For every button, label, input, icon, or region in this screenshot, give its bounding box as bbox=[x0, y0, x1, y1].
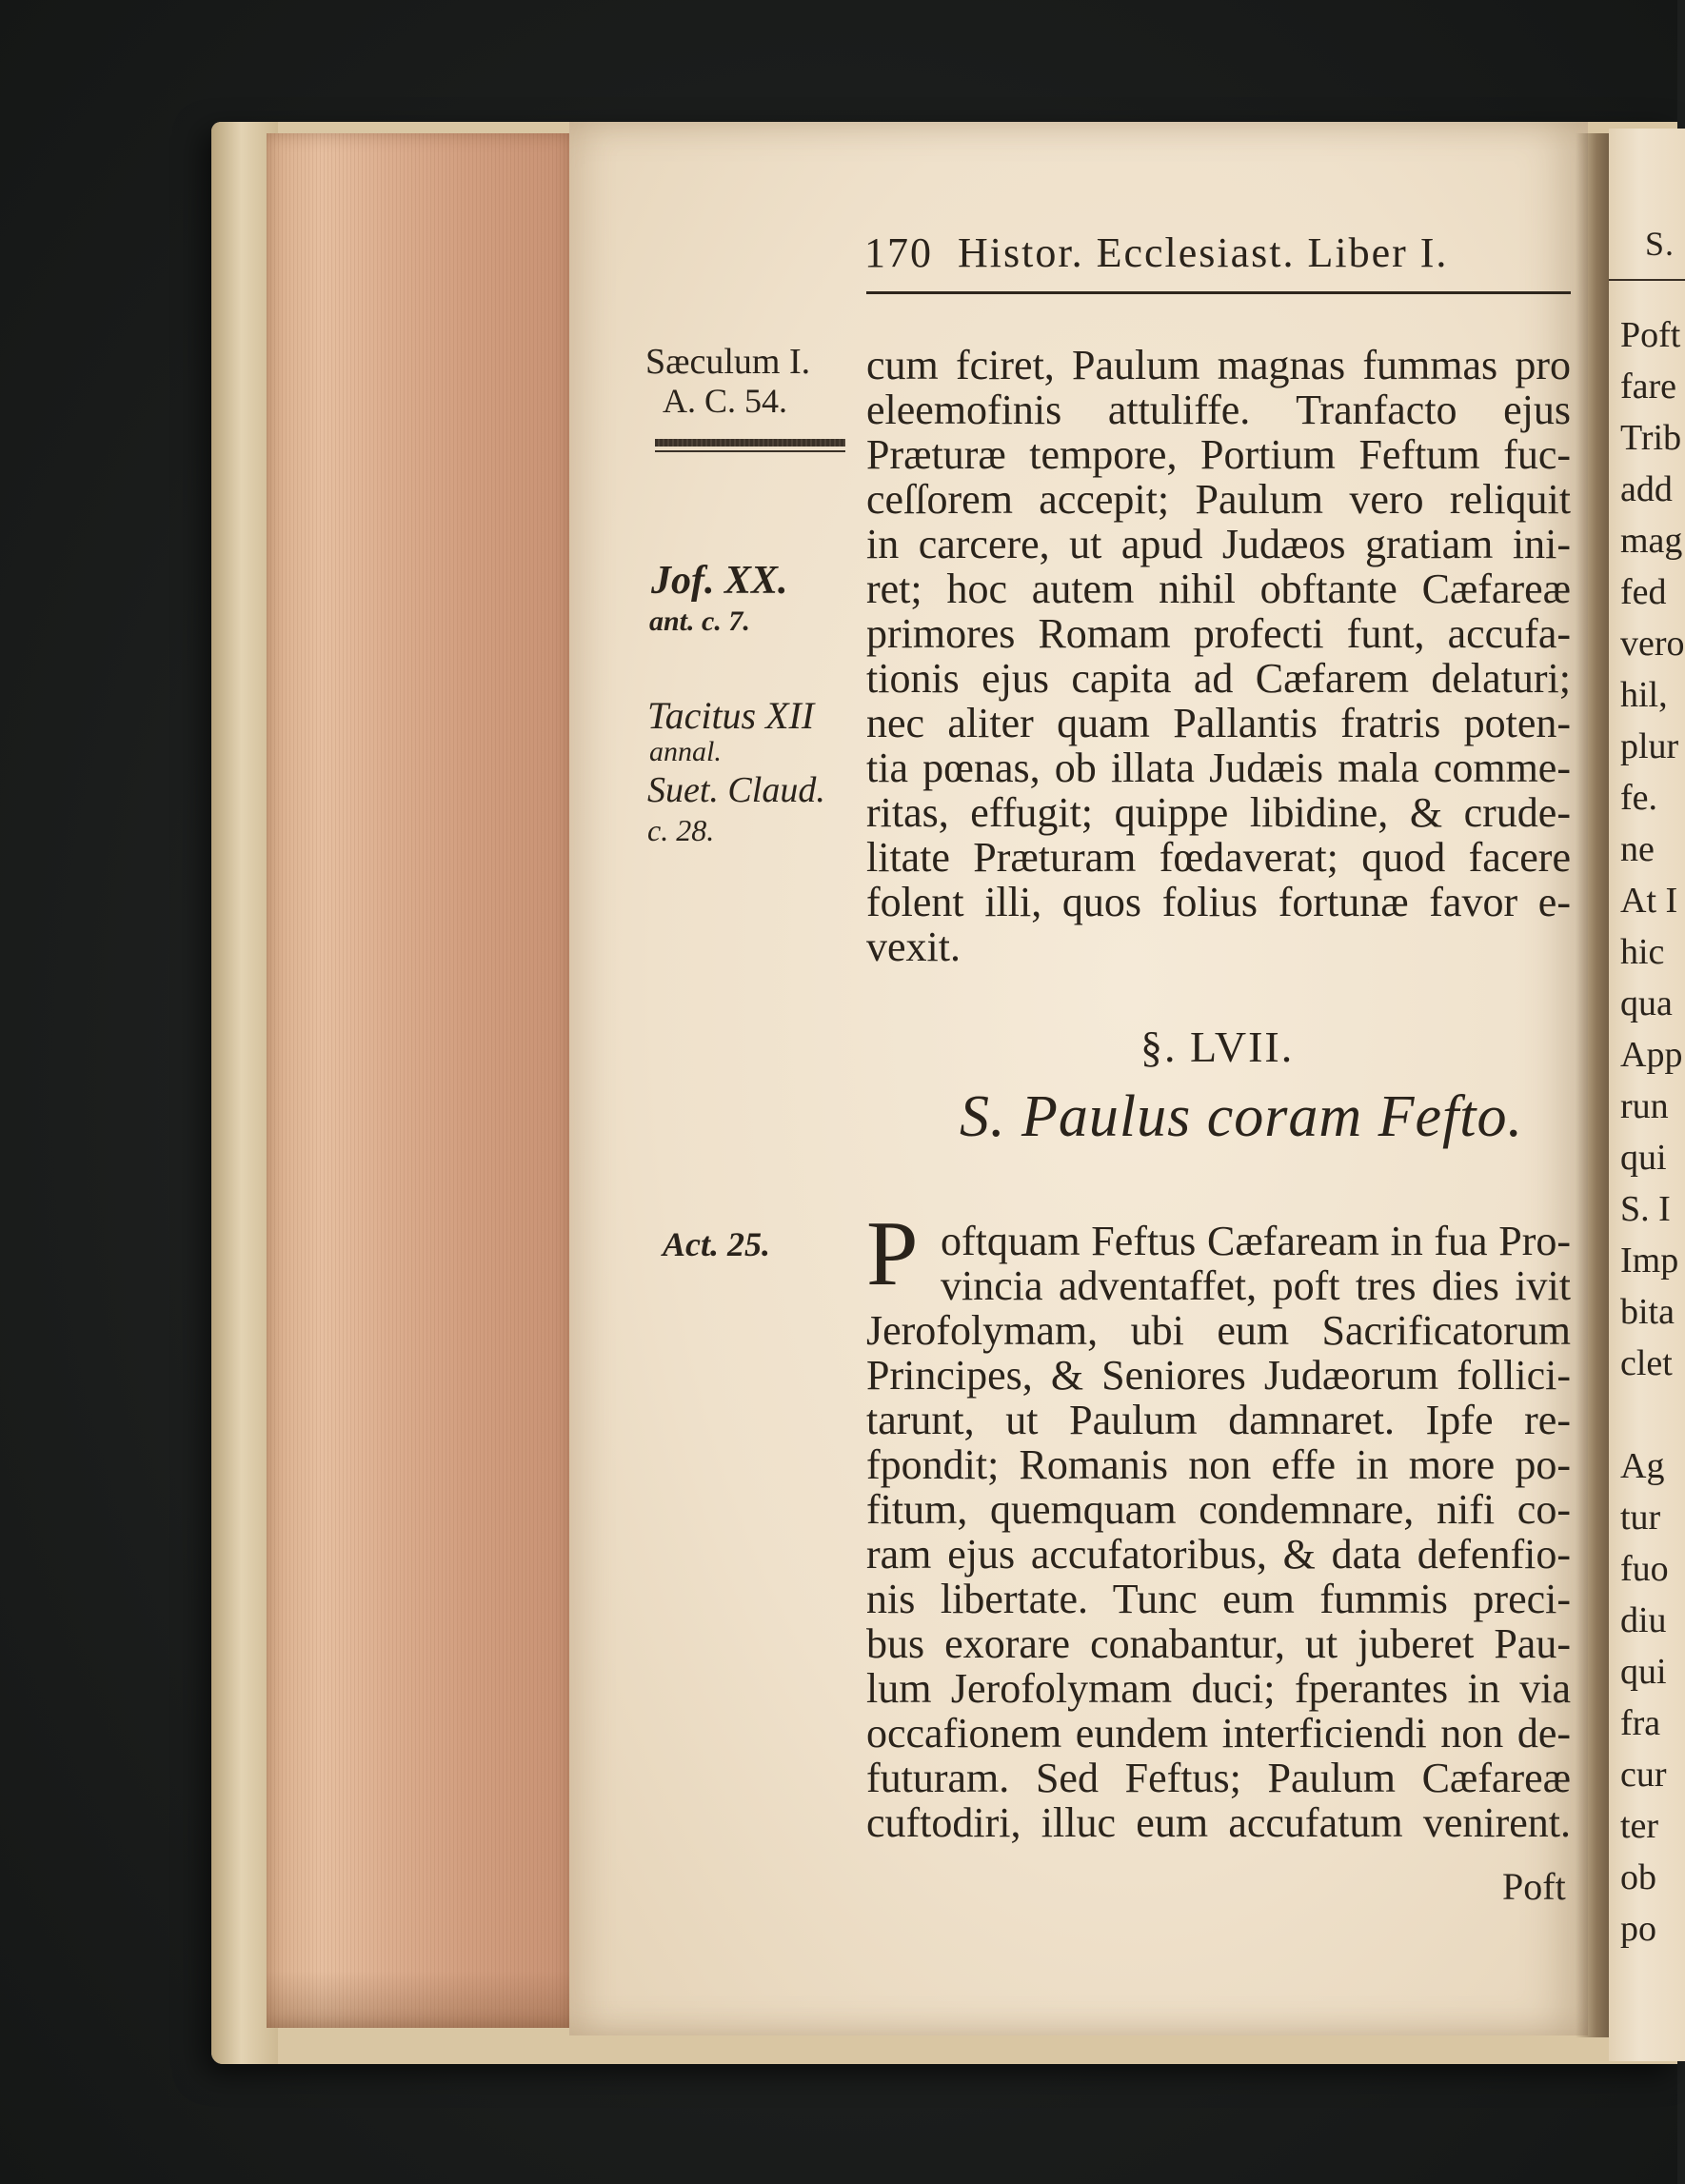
facing-text-fragment: hil, bbox=[1620, 675, 1668, 715]
gutter-shadow bbox=[1576, 133, 1614, 2037]
text-line: nec aliter quam Pallantis fratris poten- bbox=[866, 700, 1571, 746]
facing-text-fragment: fra bbox=[1620, 1703, 1661, 1743]
paragraph-2-indented bbox=[941, 1219, 1571, 1308]
facing-text-fragment: qua bbox=[1620, 983, 1673, 1023]
text-line: Præturæ tempore, Portium Feftum fuc- bbox=[866, 431, 1571, 478]
text-line: primores Romam profecti funt, accufa- bbox=[866, 610, 1571, 657]
margin-ornament-bar bbox=[655, 439, 845, 447]
paragraph-2 bbox=[866, 1308, 1571, 1845]
facing-text-fragment: fed bbox=[1620, 572, 1667, 612]
running-header bbox=[864, 228, 1448, 277]
catchword: Poft bbox=[1502, 1865, 1566, 1908]
facing-running-head: S. bbox=[1645, 225, 1675, 263]
facing-text-fragment: Trib bbox=[1620, 418, 1682, 458]
facing-text-fragment: vero bbox=[1620, 624, 1685, 664]
facing-text-fragment: fuo bbox=[1620, 1549, 1669, 1589]
facing-text-fragment: cur bbox=[1620, 1755, 1667, 1795]
text-line: tia pœnas, ob illata Judæis mala comme- bbox=[866, 745, 1571, 791]
facing-text-fragment: add bbox=[1620, 469, 1673, 509]
text-line: Principes, & Seniores Judæorum follici- bbox=[866, 1352, 1571, 1399]
text-line: oftquam Feftus Cæfaream in fua Pro- bbox=[941, 1218, 1571, 1264]
text-line: vexit. bbox=[866, 923, 961, 970]
facing-text-fragment: hic bbox=[1620, 932, 1665, 972]
text-line: occafionem eundem interficiendi non de- bbox=[866, 1710, 1571, 1757]
margin-note-year: A. C. 54. bbox=[663, 382, 788, 420]
text-line: ram ejus accufatoribus, & data defenfio- bbox=[866, 1531, 1571, 1578]
page-block-edge bbox=[267, 133, 571, 2028]
facing-header-rule bbox=[1609, 279, 1685, 281]
facing-page bbox=[1609, 129, 1685, 2061]
text-line: tarunt, ut Paulum damnaret. Ipfe re- bbox=[866, 1397, 1571, 1443]
facing-text-fragment: qui bbox=[1620, 1652, 1667, 1692]
margin-note-josephus-ref: ant. c. 7. bbox=[649, 606, 750, 637]
left-page bbox=[569, 122, 1588, 2035]
text-line: tionis ejus capita ad Cæfarem delaturi; bbox=[866, 655, 1571, 702]
facing-text-fragment: ne bbox=[1620, 829, 1655, 869]
facing-text-fragment: clet bbox=[1620, 1343, 1673, 1383]
facing-text-fragment: tur bbox=[1620, 1498, 1661, 1538]
facing-text-fragment: ob bbox=[1620, 1857, 1656, 1897]
text-line: ritas, effugit; quippe libidine, & crude- bbox=[866, 789, 1571, 836]
section-number: §. LVII. bbox=[1140, 1023, 1295, 1071]
drop-capital: P bbox=[866, 1202, 919, 1305]
facing-text-fragment: Imp bbox=[1620, 1241, 1679, 1281]
facing-text-fragment: ter bbox=[1620, 1806, 1659, 1846]
margin-note-suetonius: Suet. Claud. bbox=[647, 770, 825, 810]
margin-ornament-rule bbox=[655, 450, 845, 452]
facing-text-fragment: diu bbox=[1620, 1600, 1667, 1640]
header-rule bbox=[866, 291, 1571, 294]
text-line: cuftodiri, illuc eum accufatum venirent. bbox=[866, 1799, 1571, 1846]
facing-text-fragment: mag bbox=[1620, 521, 1683, 561]
text-line: eleemofinis attuliffe. Tranfacto ejus bbox=[866, 387, 1571, 433]
facing-text-fragment: App bbox=[1620, 1035, 1683, 1075]
text-line: fitum, quemquam condemnare, nifi co- bbox=[866, 1486, 1571, 1533]
facing-text-fragment: fare bbox=[1620, 367, 1677, 407]
margin-note-tacitus: Tacitus XII bbox=[647, 694, 815, 737]
text-line: nis libertate. Tunc eum fummis preci- bbox=[866, 1576, 1571, 1622]
text-line: vincia adventaffet, poft tres dies ivit bbox=[941, 1262, 1571, 1309]
margin-note-acts: Act. 25. bbox=[663, 1225, 770, 1263]
paragraph-1 bbox=[866, 343, 1571, 969]
margin-note-saeculum: Sæculum I. bbox=[645, 342, 811, 382]
text-line: bus exorare conabantur, ut juberet Pau- bbox=[866, 1620, 1571, 1667]
margin-note-tacitus-ref: annal. bbox=[649, 736, 722, 767]
facing-text-fragment: qui bbox=[1620, 1138, 1667, 1178]
page-number: 170 bbox=[864, 229, 933, 276]
facing-text-fragment: plur bbox=[1620, 726, 1679, 766]
facing-text-fragment: Ag bbox=[1620, 1446, 1665, 1486]
facing-text-fragment: At I bbox=[1620, 881, 1678, 921]
margin-note-suetonius-ref: c. 28. bbox=[647, 813, 715, 847]
section-title: S. Paulus coram Fefto. bbox=[960, 1084, 1523, 1149]
text-line: cum fciret, Paulum magnas fummas pro bbox=[866, 342, 1571, 388]
text-line: folent illi, quos folius fortunæ favor e- bbox=[866, 879, 1571, 925]
facing-text-fragment: bita bbox=[1620, 1292, 1675, 1332]
text-line: litate Præturam fœdaverat; quod facere bbox=[866, 834, 1571, 881]
text-line: lum Jerofolymam duci; fperantes in via bbox=[866, 1665, 1571, 1712]
text-line: Jerofolymam, ubi eum Sacrificatorum bbox=[866, 1307, 1571, 1354]
margin-note-josephus: Jof. XX. bbox=[651, 559, 788, 603]
running-head-title: Histor. Ecclesiast. Liber I. bbox=[958, 229, 1449, 276]
text-line: futuram. Sed Feftus; Paulum Cæfareæ bbox=[866, 1755, 1571, 1801]
facing-text-fragment: Poft bbox=[1620, 315, 1681, 355]
facing-text-fragment: run bbox=[1620, 1086, 1669, 1126]
facing-text-fragment: fe. bbox=[1620, 778, 1658, 818]
facing-text-fragment: po bbox=[1620, 1909, 1656, 1949]
text-line: ret; hoc autem nihil obftante Cæfareæ bbox=[866, 566, 1571, 612]
text-line: in carcere, ut apud Judæos gratiam ini- bbox=[866, 521, 1571, 567]
text-line: ceſſorem accepit; Paulum vero reliquit bbox=[866, 476, 1571, 523]
facing-text-fragment: S. I bbox=[1620, 1189, 1671, 1229]
text-line: fpondit; Romanis non effe in more po- bbox=[866, 1441, 1571, 1488]
